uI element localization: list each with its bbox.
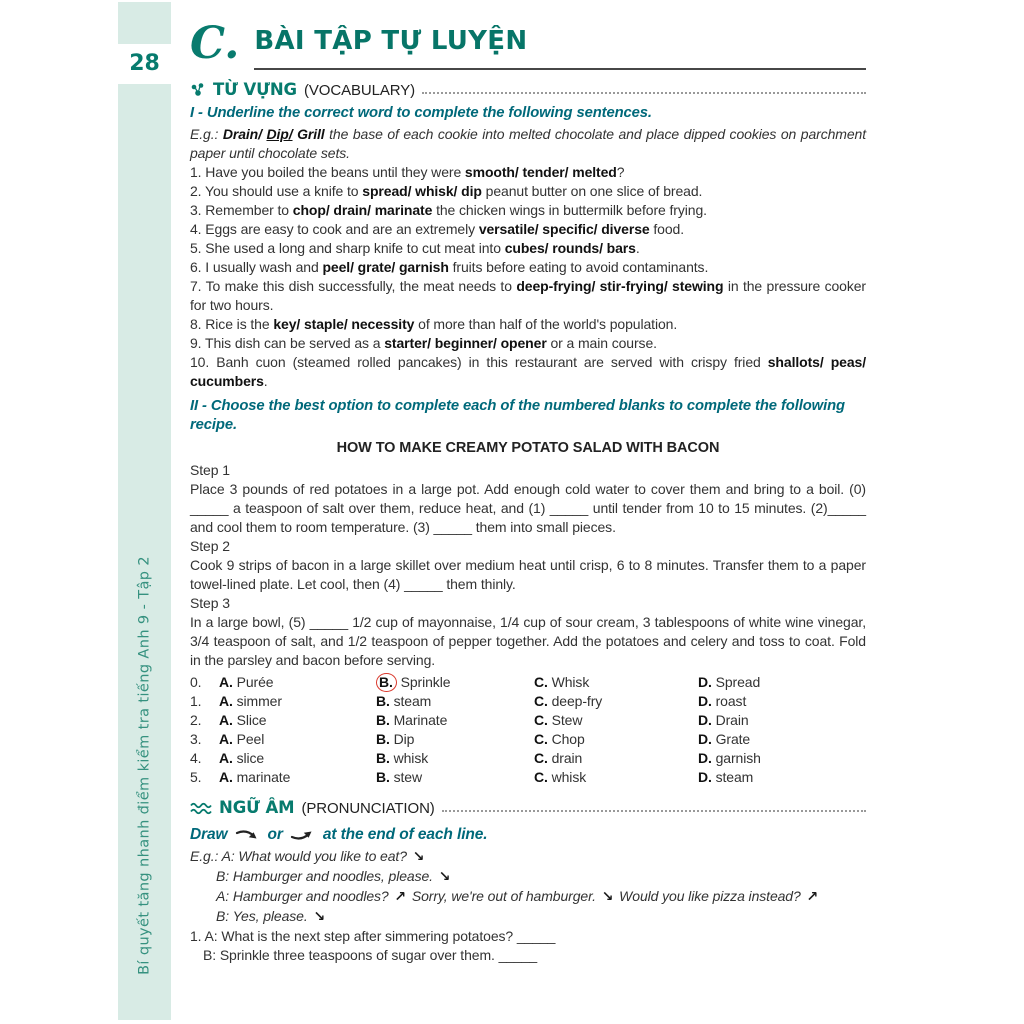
option-letter: A. xyxy=(219,769,233,785)
item-choices[interactable]: key/ staple/ necessity xyxy=(273,316,415,332)
recipe-step xyxy=(190,461,866,537)
option-letter: C. xyxy=(534,769,548,785)
page-content xyxy=(190,20,866,965)
exercise1-title: I - Underline the correct word to complete the following sentences. xyxy=(190,105,652,121)
dialogue-line: A: What is the next step after simmering potatoes? _____ xyxy=(204,928,556,944)
pron-example-line xyxy=(190,847,866,867)
item-number: 8. xyxy=(190,316,202,332)
instruction-text: Draw xyxy=(190,826,228,843)
item-choices[interactable]: starter/ beginner/ opener xyxy=(384,335,547,351)
item-number: 2. xyxy=(190,183,202,199)
item-number: 1. xyxy=(190,164,202,180)
option-letter: D. xyxy=(698,750,712,766)
option-d[interactable] xyxy=(698,692,866,711)
vocab-item xyxy=(190,163,866,182)
option-a[interactable] xyxy=(219,749,376,768)
option-b[interactable] xyxy=(376,768,534,787)
instruction-text: at the end of each line. xyxy=(322,826,488,843)
item-text: ? xyxy=(616,164,625,180)
falling-intonation-arrow: ↘ xyxy=(412,849,425,865)
options-row xyxy=(190,768,866,787)
recipe-title: HOW TO MAKE CREAMY POTATO SALAD WITH BACON xyxy=(336,440,720,456)
option-word: roast xyxy=(715,693,747,709)
step-text: Cook 9 strips of bacon in a large skillet over medium heat until crisp, 6 to 8 minutes. Transfer them to a paper towel-lined plate. Let cool, then (4) _____ them thinly. xyxy=(190,557,866,592)
options-row xyxy=(190,673,866,692)
option-word: Grate xyxy=(715,731,751,747)
option-a[interactable] xyxy=(219,692,376,711)
falling-intonation-arrow: ↘ xyxy=(601,889,614,905)
item-text: . xyxy=(263,373,268,389)
options-row xyxy=(190,692,866,711)
option-letter: A. xyxy=(219,693,233,709)
vocab-item xyxy=(190,220,866,239)
item-text: You should use a knife to xyxy=(205,183,363,199)
option-word: drain xyxy=(551,750,583,766)
example-text: the base of each cookie into melted chocolate and place dipped cookies on parchment paper until chocolate sets. xyxy=(190,126,867,161)
recipe-step xyxy=(190,537,866,594)
option-letter: C. xyxy=(534,693,548,709)
option-word: marinate xyxy=(236,769,291,785)
pron-item-line-a xyxy=(190,927,866,946)
option-word: Drain xyxy=(715,712,749,728)
option-c[interactable] xyxy=(534,692,698,711)
item-text: Eggs are easy to cook and are an extremely xyxy=(205,221,479,237)
item-text: peanut butter on one slice of bread. xyxy=(481,183,703,199)
item-number: 1. xyxy=(190,928,202,944)
item-choices[interactable]: peel/ grate/ garnish xyxy=(322,259,449,275)
item-choices[interactable]: shallots/ peas/ cucumbers xyxy=(190,354,866,389)
option-letter: D. xyxy=(698,769,712,785)
option-b[interactable] xyxy=(376,692,534,711)
falling-intonation-arrow: ↘ xyxy=(438,869,451,885)
option-number: 2. xyxy=(190,712,202,728)
item-text: To make this dish successfully, the meat needs to xyxy=(205,278,517,294)
item-number: 6. xyxy=(190,259,202,275)
option-a[interactable] xyxy=(219,768,376,787)
page-header xyxy=(190,20,866,70)
option-a[interactable] xyxy=(219,711,376,730)
option-b[interactable] xyxy=(376,711,534,730)
vocab-item xyxy=(190,201,866,220)
falling-intonation-arrow: ↘ xyxy=(313,909,326,925)
item-choices[interactable]: spread/ whisk/ dip xyxy=(362,183,482,199)
option-word: Dip xyxy=(393,731,415,747)
option-letter: C. xyxy=(534,674,548,690)
option-word: whisk xyxy=(551,769,587,785)
options-row xyxy=(190,730,866,749)
option-word: simmer xyxy=(236,693,282,709)
option-letter: A. xyxy=(219,731,233,747)
item-text: Remember to xyxy=(205,202,293,218)
step-label: Step 3 xyxy=(190,595,230,611)
item-choices[interactable]: cubes/ rounds/ bars xyxy=(504,240,636,256)
exercise1-items xyxy=(190,163,866,391)
option-word: Sprinkle xyxy=(400,674,451,690)
example-label: E.g.: xyxy=(190,848,219,864)
option-b[interactable] xyxy=(376,730,534,749)
option-number: 0. xyxy=(190,674,202,690)
option-letter: B. xyxy=(376,712,390,728)
option-letter: B. xyxy=(376,769,390,785)
item-text: I usually wash and xyxy=(205,259,323,275)
item-number: 3. xyxy=(190,202,202,218)
option-letter: C. xyxy=(534,750,548,766)
options-table xyxy=(190,673,866,787)
example-choice: Drain/ xyxy=(222,126,262,142)
dotted-divider xyxy=(442,810,866,812)
option-c[interactable] xyxy=(534,673,698,692)
rising-arrow-icon xyxy=(290,828,316,842)
options-row xyxy=(190,749,866,768)
option-d[interactable] xyxy=(698,711,866,730)
step-label: Step 2 xyxy=(190,538,230,554)
pron-section-header xyxy=(190,798,866,818)
item-text: of more than half of the world's population. xyxy=(414,316,678,332)
option-word: Whisk xyxy=(551,674,590,690)
option-letter-circled: B. xyxy=(376,673,397,692)
option-word: deep-fry xyxy=(551,693,603,709)
vocab-item xyxy=(190,334,866,353)
option-letter: B. xyxy=(376,693,390,709)
option-c[interactable] xyxy=(534,768,698,787)
option-letter: D. xyxy=(698,693,712,709)
option-word: garnish xyxy=(715,750,761,766)
option-d[interactable] xyxy=(698,768,866,787)
item-text: Rice is the xyxy=(205,316,274,332)
option-number: 4. xyxy=(190,750,202,766)
item-number: 9. xyxy=(190,335,202,351)
option-b-circled-answer[interactable] xyxy=(376,673,534,692)
option-word: Stew xyxy=(551,712,583,728)
option-word: steam xyxy=(715,769,754,785)
pron-section-subtitle: (PRONUNCIATION) xyxy=(301,799,435,817)
item-text: She used a long and sharp knife to cut meat into xyxy=(205,240,505,256)
book-spine-title: Bí quyết tăng nhanh điểm kiểm tra tiếng Anh 9 - Tập 2 xyxy=(136,556,152,975)
item-choices[interactable]: chop/ drain/ marinate xyxy=(292,202,433,218)
exercise2-title: II - Choose the best option to complete each of the numbered blanks to complete the following recipe. xyxy=(190,398,845,433)
option-letter: C. xyxy=(534,712,548,728)
item-text: Have you boiled the beans until they were xyxy=(205,164,465,180)
option-letter: B. xyxy=(376,731,390,747)
spine-strip xyxy=(118,2,171,1020)
option-letter: A. xyxy=(219,750,233,766)
option-word: Purée xyxy=(236,674,274,690)
item-number: 7. xyxy=(190,278,202,294)
falling-arrow-icon xyxy=(235,828,261,842)
example-answer-underlined: Dip/ xyxy=(266,126,293,142)
dialogue-line: A: What would you like to eat? ↘ xyxy=(221,848,425,865)
dialogue-line: B: Hamburger and noodles, please. ↘ xyxy=(216,868,451,885)
option-word: whisk xyxy=(393,750,429,766)
option-word: stew xyxy=(393,769,422,785)
step-label: Step 1 xyxy=(190,462,230,478)
vocab-item xyxy=(190,182,866,201)
option-a[interactable] xyxy=(219,730,376,749)
step-text: In a large bowl, (5) _____ 1/2 cup of mayonnaise, 1/4 cup of sour cream, 3 tablespoons of white wine vinegar, 3/4 teaspoon of salt, and 1/2 teaspoon of pepper together. Add the potatoes and celery and toss to coat. Fold in the parsley and bacon before serving. xyxy=(190,614,866,668)
vocab-item xyxy=(190,315,866,334)
option-number: 1. xyxy=(190,693,202,709)
options-row xyxy=(190,711,866,730)
item-choices[interactable]: smooth/ tender/ melted xyxy=(464,164,617,180)
rising-intonation-arrow: ↗ xyxy=(394,889,407,905)
option-word: Slice xyxy=(236,712,267,728)
option-letter: B. xyxy=(376,750,390,766)
option-letter: A. xyxy=(219,674,233,690)
option-d[interactable] xyxy=(698,730,866,749)
option-d[interactable] xyxy=(698,749,866,768)
rising-intonation-arrow: ↗ xyxy=(806,889,819,905)
option-word: Peel xyxy=(236,731,265,747)
option-word: Chop xyxy=(551,731,585,747)
step-text: Place 3 pounds of red potatoes in a large pot. Add enough cold water to cover them and bring to a boil. (0) _____ a teaspoon of salt over them, reduce heat, and (1) _____ until tender from 10 to 15 minutes. (2)_____ and cool them to room temperature. (3) _____ them into small pieces. xyxy=(190,481,866,535)
dialogue-line: A: Hamburger and noodles? ↗ Sorry, we're out of hamburger. ↘ Would you like pizza instead? ↗ xyxy=(216,888,819,905)
item-number: 5. xyxy=(190,240,202,256)
recipe-step xyxy=(190,594,866,670)
option-d[interactable] xyxy=(698,673,866,692)
item-text: food. xyxy=(649,221,685,237)
vocab-item xyxy=(190,353,866,391)
item-number: 10. xyxy=(190,354,210,370)
vocab-section-header xyxy=(190,80,866,100)
option-a[interactable] xyxy=(219,673,376,692)
option-b[interactable] xyxy=(376,749,534,768)
vocab-item xyxy=(190,258,866,277)
vocab-item xyxy=(190,277,866,315)
option-word: steam xyxy=(393,693,432,709)
dialogue-line: B: Yes, please. ↘ xyxy=(216,908,326,925)
item-text: the chicken wings in buttermilk before frying. xyxy=(432,202,707,218)
option-word: Marinate xyxy=(393,712,448,728)
option-number: 5. xyxy=(190,769,202,785)
item-text: . xyxy=(635,240,640,256)
page-number: 28 xyxy=(118,44,171,84)
vocab-section-title: TỪ VỰNG xyxy=(213,80,297,99)
item-choices[interactable]: versatile/ specific/ diverse xyxy=(478,221,650,237)
option-letter: A. xyxy=(219,712,233,728)
option-number: 3. xyxy=(190,731,202,747)
option-c[interactable] xyxy=(534,749,698,768)
option-word: slice xyxy=(236,750,265,766)
item-text: fruits before eating to avoid contaminants. xyxy=(448,259,709,275)
example-choice: Grill xyxy=(297,126,325,142)
option-letter: D. xyxy=(698,712,712,728)
dotted-divider xyxy=(422,92,866,94)
pron-item-line-b: B: Sprinkle three teaspoons of sugar over them. _____ xyxy=(203,947,538,963)
item-text: or a main course. xyxy=(546,335,657,351)
instruction-text: or xyxy=(267,826,283,843)
option-c[interactable] xyxy=(534,730,698,749)
option-letter: C. xyxy=(534,731,548,747)
item-text: in the pressure cooker for two hours. xyxy=(190,278,866,313)
item-choices[interactable]: deep-frying/ stir-frying/ stewing xyxy=(516,278,724,294)
header-rule xyxy=(254,20,866,70)
item-number: 4. xyxy=(190,221,202,237)
pron-section-title: NGỮ ÂM xyxy=(219,798,295,817)
vocabulary-icon xyxy=(190,82,206,98)
example-label: E.g.: xyxy=(190,126,219,142)
option-word: Spread xyxy=(715,674,761,690)
pron-instruction xyxy=(190,825,866,844)
vocab-section-subtitle: (VOCABULARY) xyxy=(304,81,416,99)
exercise1-example xyxy=(190,125,866,163)
option-letter: D. xyxy=(698,674,712,690)
section-letter: C. xyxy=(190,18,240,69)
pronunciation-icon xyxy=(190,801,212,816)
option-letter: D. xyxy=(698,731,712,747)
option-c[interactable] xyxy=(534,711,698,730)
vocab-item xyxy=(190,239,866,258)
item-text: Banh cuon (steamed rolled pancakes) in this restaurant are served with crispy fried xyxy=(216,354,768,370)
item-text: This dish can be served as a xyxy=(205,335,385,351)
page-title: BÀI TẬP TỰ LUYỆN xyxy=(254,26,528,56)
